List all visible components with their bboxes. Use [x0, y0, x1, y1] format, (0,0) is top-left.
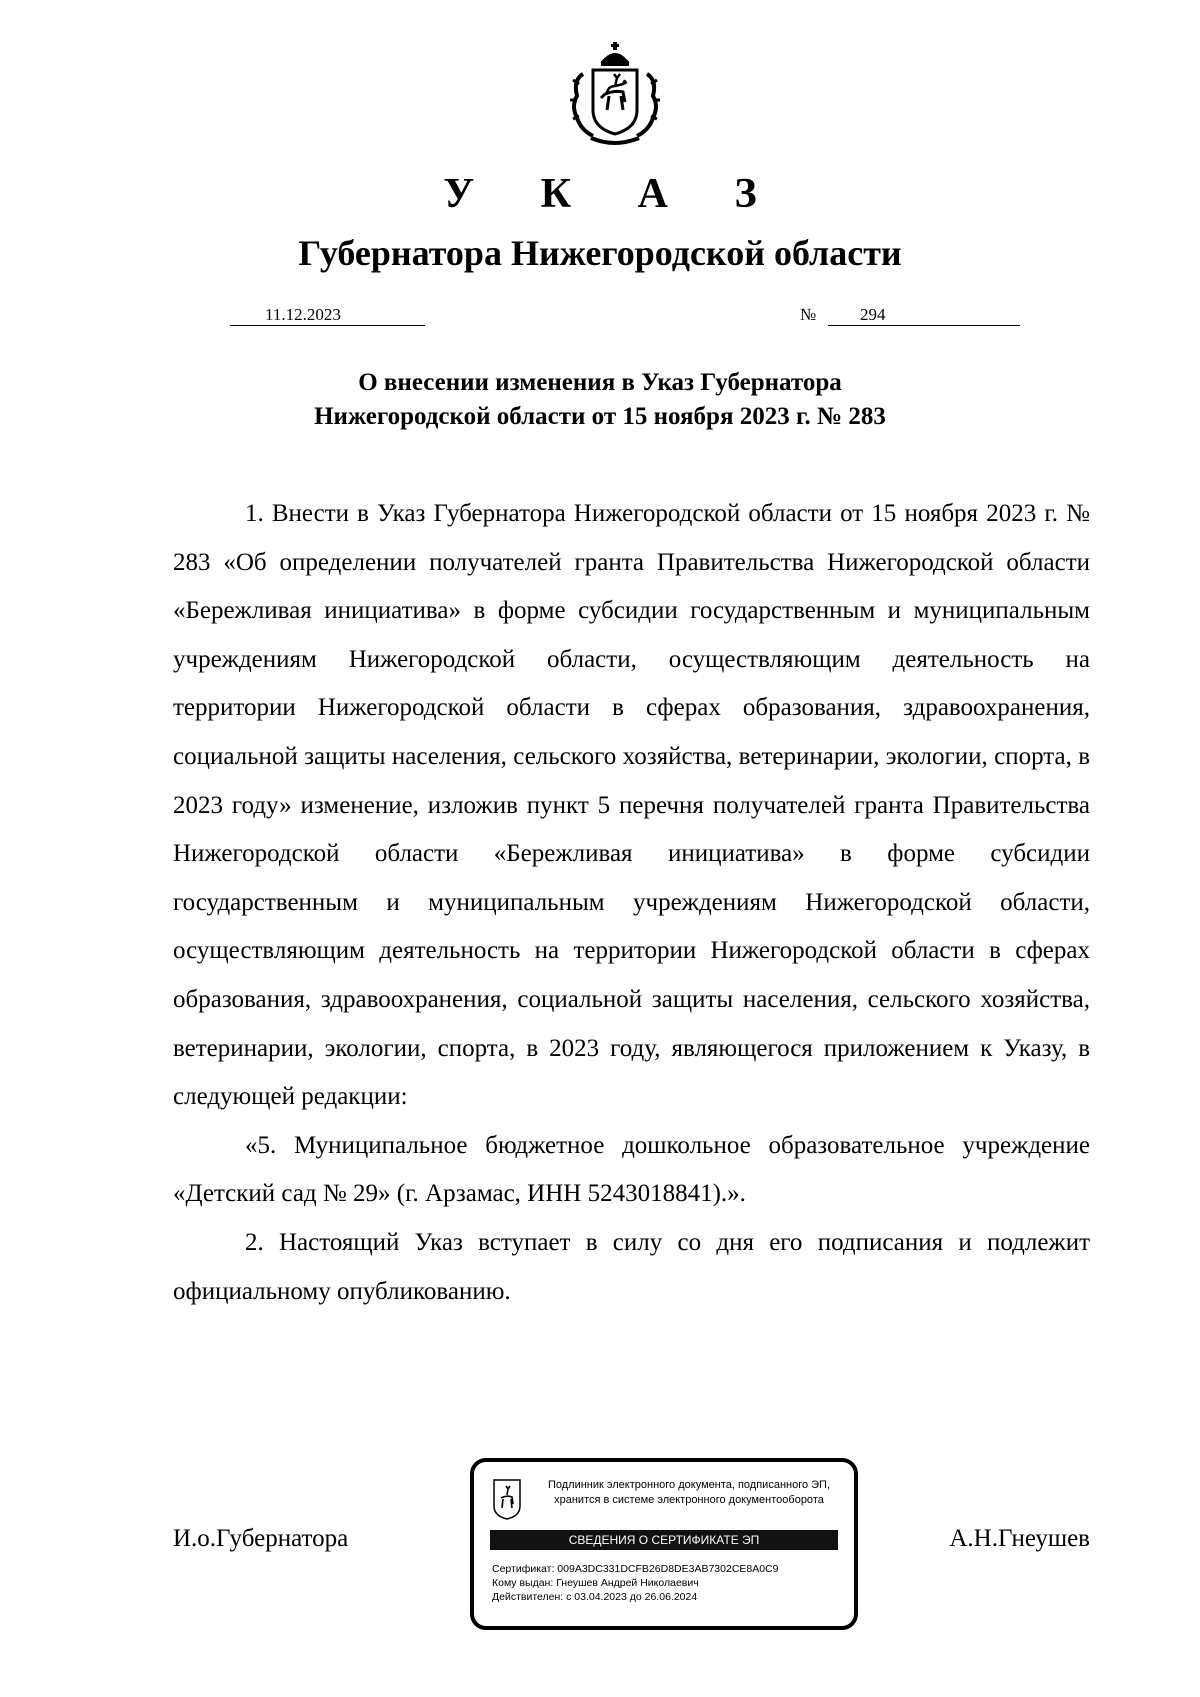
signer-position: И.о.Губернатора	[173, 1525, 349, 1552]
stamp-note	[529, 1478, 849, 1508]
certificate-row	[492, 1562, 779, 1576]
issued-to-value: Гнеушев Андрей Николаевич	[556, 1577, 699, 1589]
document-date: 11.12.2023	[230, 305, 425, 326]
certificate-label: Сертификат:	[492, 1563, 555, 1575]
document-body	[173, 490, 1090, 1316]
subject-line-2: Нижегородской области от 15 ноября 2023 г. № 283	[314, 403, 886, 430]
document-type: У К А З	[443, 171, 785, 217]
issued-to-label: Кому выдан:	[492, 1577, 554, 1589]
document-subject	[0, 366, 1200, 434]
valid-label: Действителен:	[492, 1591, 564, 1603]
paragraph-1: 1. Внести в Указ Губернатора Нижегородской области от 15 ноября 2023 г. № 283 «Об определении получателей гранта Правительства Нижегородской области «Бережливая инициатива» в форме субсидии государственным и муниципальным учреждениям Нижегородской области, осуществляющим деятельность на территории Нижегородской области в сферах образования, здравоохранения, социальной защиты населения, сельского хозяйства, ветеринарии, экологии, спорта, в 2023 году» изменение, изложив пункт 5 перечня получателей гранта Правительства Нижегородской области «Бережливая инициатива» в форме субсидии государственным и муниципальным учреждениям Нижегородской области, осуществляющим деятельность на территории Нижегородской области в сферах образования, здравоохранения, социальной защиты населения, сельского хозяйства, ветеринарии, экологии, спорта, в 2023 году, являющегося приложением к Указу, в следующей редакции:	[173, 500, 1090, 1111]
deer-emblem-icon	[492, 1478, 522, 1520]
document-number: 294	[828, 305, 1020, 326]
certificate-info-header: СВЕДЕНИЯ О СЕРТИФИКАТЕ ЭП	[490, 1530, 838, 1550]
paragraph-2: «5. Муниципальное бюджетное дошкольное образовательное учреждение «Детский сад № 29» (г. Арзамас, ИНН 5243018841).».	[173, 1131, 1090, 1208]
certificate-details	[492, 1562, 779, 1604]
coat-of-arms-icon	[565, 40, 665, 148]
paragraph-3: 2. Настоящий Указ вступает в силу со дня его подписания и подлежит официальному опубликованию.	[173, 1228, 1090, 1305]
stamp-note-line-1: Подлинник электронного документа, подписанного ЭП,	[547, 1479, 831, 1491]
certificate-value: 009A3DC331DCFB26D8DE3AB7302CE8A0C9	[557, 1563, 779, 1575]
number-label: №	[800, 305, 817, 324]
electronic-signature-stamp	[470, 1458, 858, 1630]
stamp-note-line-2: хранится в системе электронного документооборота	[554, 1494, 824, 1506]
subject-line-1: О внесении изменения в Указ Губернатора	[358, 369, 842, 396]
valid-value: с 03.04.2023 до 26.06.2024	[566, 1591, 698, 1603]
issuer-title: Губернатора Нижегородской области	[298, 233, 902, 273]
issued-to-row	[492, 1576, 779, 1590]
valid-row	[492, 1590, 779, 1604]
signer-name: А.Н.Гнеушев	[949, 1525, 1090, 1552]
